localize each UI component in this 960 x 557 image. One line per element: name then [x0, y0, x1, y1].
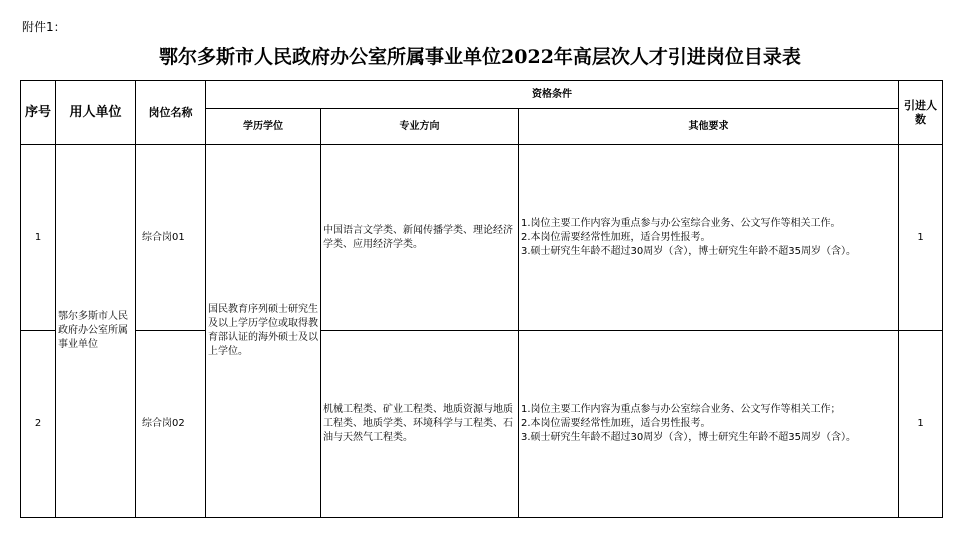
row-major: 机械工程类、矿业工程类、地质资源与地质工程类、地质学类、环境科学与工程类、石油与天然气工程类。 [321, 331, 519, 518]
row-position: 综合岗01 [136, 145, 206, 331]
row-count: 1 [899, 145, 943, 331]
unit-cell: 鄂尔多斯市人民政府办公室所属事业单位 [56, 145, 136, 518]
document-title: 鄂尔多斯市人民政府办公室所属事业单位2022年高层次人才引进岗位目录表 [159, 46, 801, 68]
table-row [21, 331, 943, 518]
requirement-line: 1.岗位主要工作内容为重点参与办公室综合业务、公文写作等相关工作。 [521, 217, 841, 229]
header-unit: 用人单位 [56, 81, 136, 145]
header-count: 引进人数 [899, 81, 943, 145]
header-education: 学历学位 [206, 109, 321, 145]
requirement-line: 3.硕士研究生年龄不超过30周岁（含），博士研究生年龄不超35周岁（含）。 [521, 432, 856, 443]
attachment-label: 附件1： [22, 20, 66, 34]
row-seq: 2 [21, 331, 56, 518]
header-seq: 序号 [21, 81, 56, 145]
row-requirements [519, 145, 899, 331]
header-major: 专业方向 [321, 109, 519, 145]
requirement-line: 2.本岗位需要经常性加班，适合男性报考。 [521, 231, 711, 243]
table-row [21, 145, 943, 331]
requirement-line: 2.本岗位需要经常性加班，适合男性报考。 [521, 418, 711, 429]
row-count: 1 [899, 331, 943, 518]
row-major: 中国语言文学类、新闻传播学类、理论经济学类、应用经济学类。 [321, 145, 519, 331]
requirement-line: 3.硕士研究生年龄不超过30周岁（含），博士研究生年龄不超35周岁（含）。 [521, 245, 856, 257]
header-other: 其他要求 [519, 109, 899, 145]
position-catalog-table [20, 80, 943, 518]
requirement-line: 1.岗位主要工作内容为重点参与办公室综合业务、公文写作等相关工作； [521, 404, 841, 415]
education-cell: 国民教育序列硕士研究生及以上学历学位或取得教育部认证的海外硕士及以上学位。 [206, 145, 321, 518]
header-qualification: 资格条件 [206, 81, 899, 109]
row-seq: 1 [21, 145, 56, 331]
row-requirements [519, 331, 899, 518]
row-position: 综合岗02 [136, 331, 206, 518]
header-position: 岗位名称 [136, 81, 206, 145]
